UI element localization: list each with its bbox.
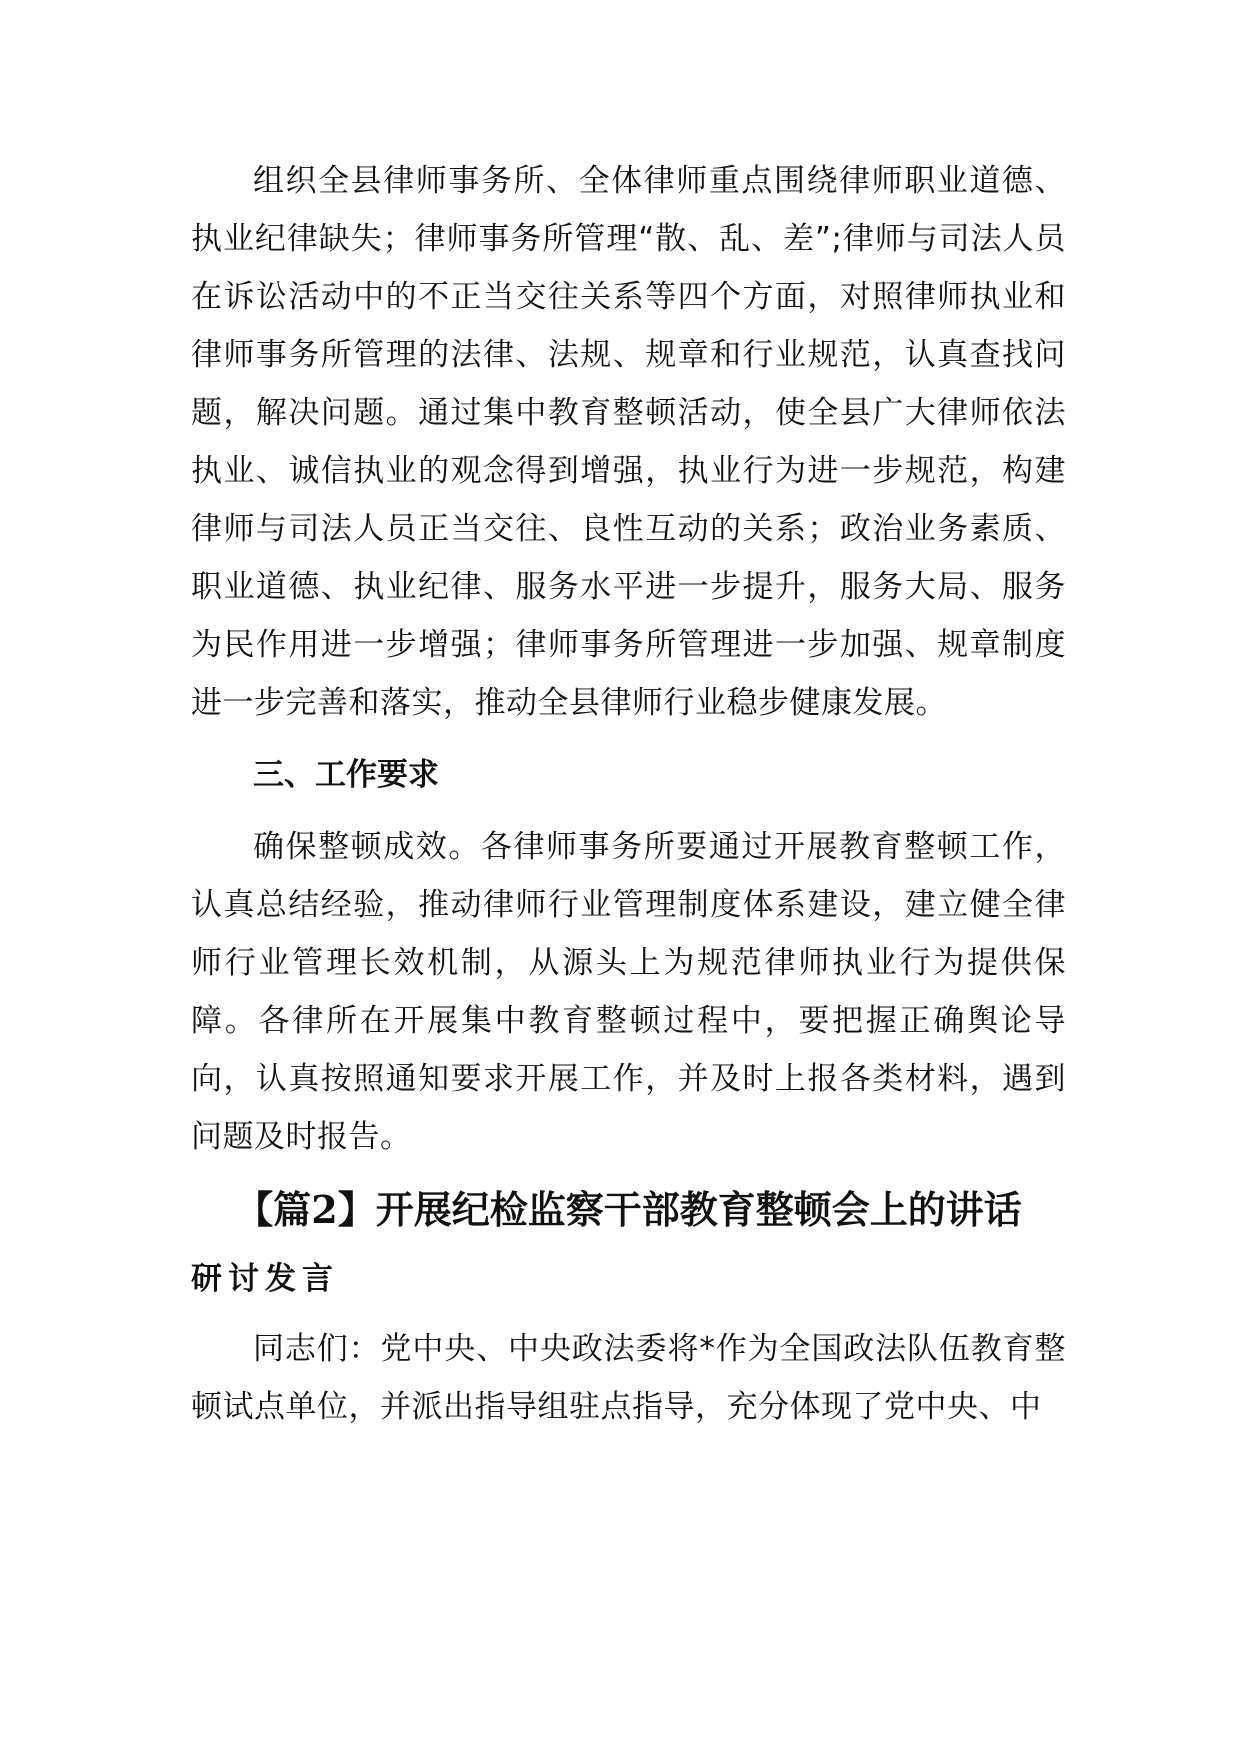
paragraph-lawyer-rectification: 组织全县律师事务所、全体律师重点围绕律师职业道德、执业纪律缺失；律师事务所管理“散、乱、差”;律师与司法人员在诉讼活动中的不正当交往关系等四个方面，对照律师执业和律师事务所管理的法律、法规、规章和行业规范，认真查找问题，解决问题。通过集中教育整顿活动，使全县广大律师依法执业、诚信执业的观念得到增强，执业行为进一步规范，构建律师与司法人员正当交往、良性互动的关系；政治业务素质、职业道德、执业纪律、服务水平进一步提升，服务大局、服务为民作用进一步增强；律师事务所管理进一步加强、规章制度进一步完善和落实，推动全县律师行业稳步健康发展。 <box>191 163 1066 721</box>
document-page <box>191 152 1066 1436</box>
article-title: 【篇2】开展纪检监察干部教育整顿会上的讲话 <box>235 1187 1022 1232</box>
article-subtitle: 研讨发言 <box>191 1261 339 1297</box>
paragraph-speech-opening: 同志们：党中央、中央政法委将*作为全国政法队伍教育整顿试点单位，并派出指导组驻点指导，充分体现了党中央、中 <box>191 1331 1066 1425</box>
section-heading-work-requirements: 三、工作要求 <box>253 757 439 793</box>
paragraph-ensure-results: 确保整顿成效。各律师事务所要通过开展教育整顿工作，认真总结经验，推动律师行业管理制度体系建设，建立健全律师行业管理长效机制，从源头上为规范律师执业行为提供保障。各律所在开展集中教育整顿过程中，要把握正确舆论导向，认真按照通知要求开展工作，并及时上报各类材料，遇到问题及时报告。 <box>191 829 1066 1155</box>
